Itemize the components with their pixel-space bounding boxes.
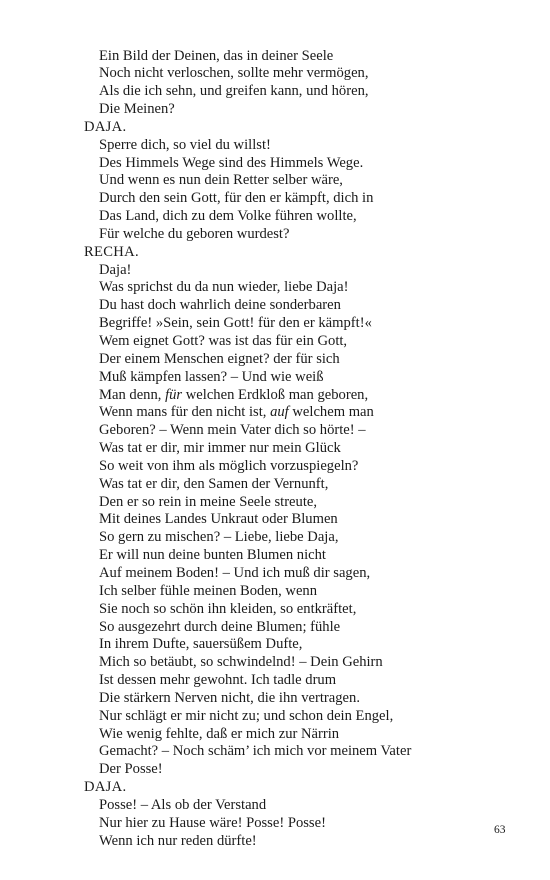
verse-line <box>84 511 524 529</box>
line-text: Was sprichst du da nun wieder, liebe Daja! <box>99 279 349 296</box>
line-text: Ein Bild der Deinen, das in deiner Seele <box>99 47 334 64</box>
verse-line <box>84 458 524 476</box>
verse-line <box>84 315 524 333</box>
line-text: Gemacht? – Noch schäm’ ich mich vor meinem Vater <box>99 743 412 760</box>
verse-line <box>84 155 524 173</box>
italic-emphasis: auf <box>270 404 289 421</box>
line-text: RECHA. <box>84 243 139 260</box>
verse-line <box>84 440 524 458</box>
line-text: Der Posse! <box>99 761 163 778</box>
verse-line <box>84 636 524 654</box>
line-text: Was tat er dir, mir immer nur mein Glück <box>99 440 341 457</box>
line-text: Wenn ich nur reden dürfte! <box>99 832 257 849</box>
verse-line <box>84 815 524 833</box>
line-text: Man denn, <box>99 386 166 403</box>
verse-line <box>84 743 524 761</box>
italic-emphasis: für <box>165 386 183 403</box>
line-text: Die Meinen? <box>99 101 175 118</box>
verse-line <box>84 726 524 744</box>
line-text: In ihrem Dufte, sauersüßem Dufte, <box>99 636 303 653</box>
line-text: Die stärkern Nerven nicht, die ihn vertragen. <box>99 689 360 706</box>
line-text: DAJA. <box>84 779 127 796</box>
line-text: Geboren? – Wenn mein Vater dich so hörte! – <box>99 422 366 439</box>
verse-line <box>84 351 524 369</box>
line-text: Das Land, dich zu dem Volke führen wollte, <box>99 208 357 225</box>
speaker-name <box>84 244 524 262</box>
verse-line <box>84 190 524 208</box>
line-text: Muß kämpfen lassen? – Und wie weiß <box>99 368 324 385</box>
line-text: Was tat er dir, den Samen der Vernunft, <box>99 475 329 492</box>
line-text: So weit von ihm als möglich vorzuspiegeln? <box>99 457 359 474</box>
line-text: Nur hier zu Hause wäre! Posse! Posse! <box>99 814 326 831</box>
line-text: Und wenn es nun dein Retter selber wäre, <box>99 172 343 189</box>
line-text: Wem eignet Gott? was ist das für ein Gott, <box>99 333 348 349</box>
line-text: Durch den sein Gott, für den er kämpft, dich in <box>99 190 374 207</box>
verse-line <box>84 654 524 672</box>
verse-line <box>84 172 524 190</box>
verse-line <box>84 137 524 155</box>
line-text: Mit deines Landes Unkraut oder Blumen <box>99 511 338 528</box>
verse-line <box>84 65 524 83</box>
verse-line <box>84 833 524 851</box>
verse-line <box>84 226 524 244</box>
line-text: Nur schlägt er mir nicht zu; und schon dein Engel, <box>99 707 394 724</box>
verse-line <box>84 297 524 315</box>
line-text: So gern zu mischen? – Liebe, liebe Daja, <box>99 529 339 546</box>
verse-line <box>84 208 524 226</box>
verse-line <box>84 422 524 440</box>
line-text: Sperre dich, so viel du willst! <box>99 136 271 153</box>
play-text <box>84 48 524 851</box>
line-text: Der einem Menschen eignet? der für sich <box>99 350 340 367</box>
verse-line <box>84 690 524 708</box>
speaker-name <box>84 119 524 137</box>
line-text: Für welche du geboren wurdest? <box>99 225 290 242</box>
verse-line <box>84 48 524 66</box>
line-text: Du hast doch wahrlich deine sonderbaren <box>99 297 341 314</box>
page-number: 63 <box>494 824 506 836</box>
verse-line <box>84 333 524 351</box>
verse-line <box>84 583 524 601</box>
line-text: Wenn mans für den nicht ist, <box>99 404 271 421</box>
verse-line <box>84 476 524 494</box>
line-text: DAJA. <box>84 118 127 135</box>
verse-line <box>84 547 524 565</box>
line-text: Daja! <box>99 261 132 278</box>
line-text: Noch nicht verloschen, sollte mehr vermögen, <box>99 65 369 82</box>
verse-line <box>84 708 524 726</box>
verse-line <box>84 797 524 815</box>
line-text: Als die ich sehn, und greifen kann, und hören, <box>99 83 369 100</box>
verse-line <box>84 761 524 779</box>
verse-line <box>84 83 524 101</box>
verse-line <box>84 619 524 637</box>
verse-line <box>84 101 524 119</box>
verse-line <box>84 494 524 512</box>
line-text: Sie noch so schön ihn kleiden, so entkräftet, <box>99 600 357 617</box>
line-text: Auf meinem Boden! – Und ich muß dir sagen, <box>99 564 371 581</box>
line-text: Posse! – Als ob der Verstand <box>99 796 267 813</box>
verse-line <box>84 279 524 297</box>
line-text: Ist dessen mehr gewohnt. Ich tadle drum <box>99 672 337 689</box>
line-text: Wie wenig fehlte, daß er mich zur Närrin <box>99 725 340 742</box>
line-text: welchem man <box>288 404 374 421</box>
verse-line <box>84 262 524 280</box>
verse-line <box>84 672 524 690</box>
speaker-name <box>84 779 524 797</box>
verse-line <box>84 529 524 547</box>
line-text: Mich so betäubt, so schwindelnd! – Dein Gehirn <box>99 654 383 671</box>
verse-line <box>84 565 524 583</box>
line-text: Den er so rein in meine Seele streute, <box>99 493 318 510</box>
line-text: Des Himmels Wege sind des Himmels Wege. <box>99 154 364 171</box>
line-text: Ich selber fühle meinen Boden, wenn <box>99 582 318 599</box>
line-text: welchen Erdkloß man geboren, <box>182 386 369 403</box>
line-text: Begriffe! »Sein, sein Gott! für den er kämpft!« <box>99 315 372 332</box>
verse-line <box>84 404 524 422</box>
line-text: So ausgezehrt durch deine Blumen; fühle <box>99 618 341 635</box>
verse-line <box>84 387 524 405</box>
line-text: Er will nun deine bunten Blumen nicht <box>99 547 326 564</box>
verse-line <box>84 369 524 387</box>
verse-line <box>84 601 524 619</box>
